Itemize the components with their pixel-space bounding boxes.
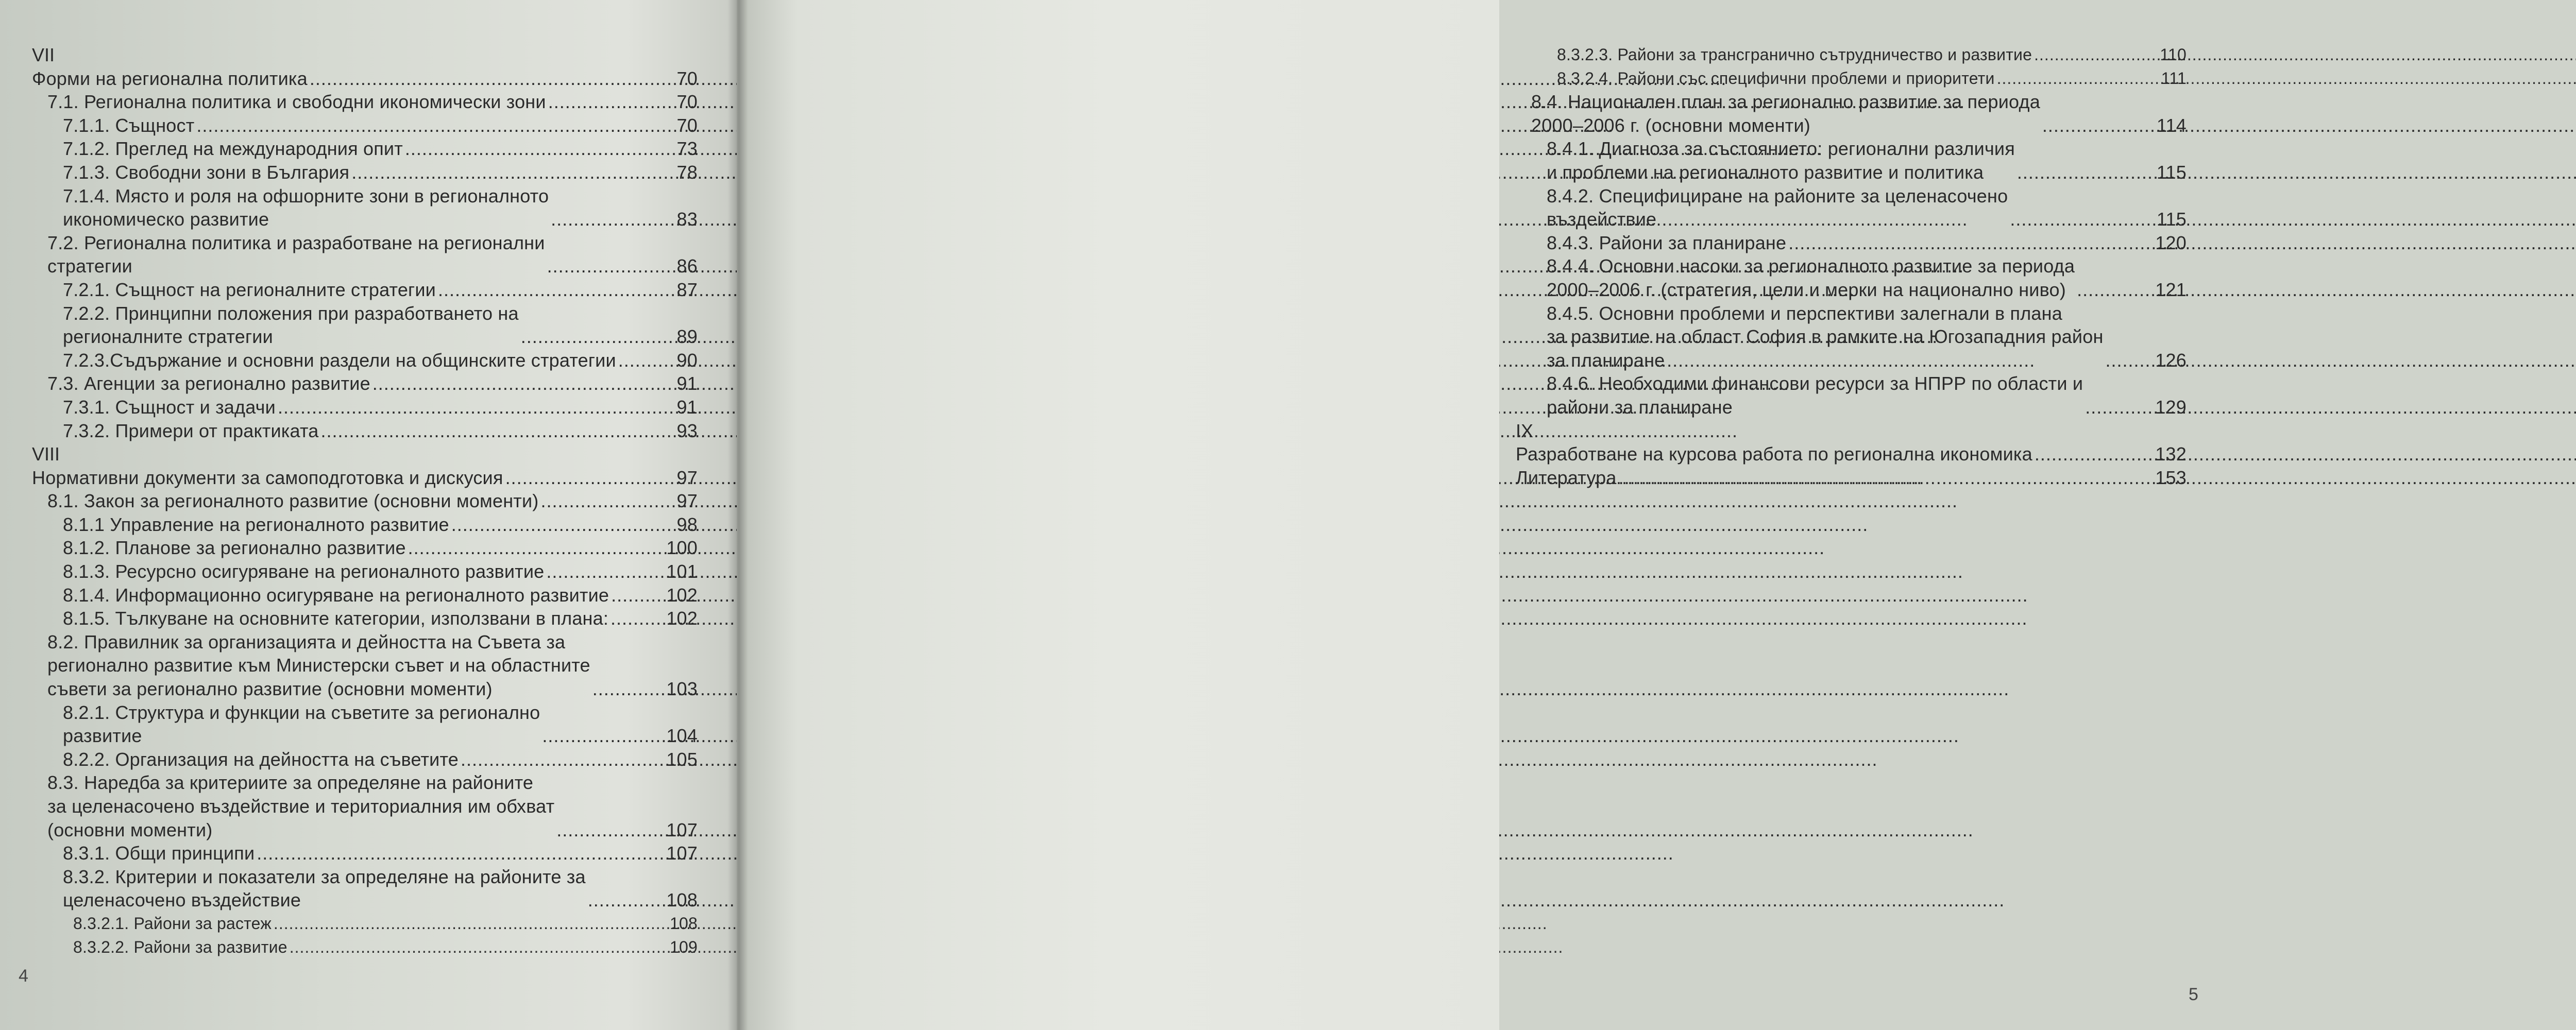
toc-entry-page: 110 [2160, 45, 2187, 64]
toc-entry-title: 7.1.4. Място и роля на офшорните зони в регионалното икономическо развитие [63, 185, 549, 230]
dot-leader [196, 114, 668, 138]
dot-leader [2035, 442, 2153, 466]
toc-entry-page: 107 [666, 819, 698, 840]
toc-entry-page: 102 [666, 584, 698, 606]
toc-entry-page: 111 [2161, 68, 2187, 88]
dot-leader [1788, 231, 2153, 255]
toc-entry [32, 560, 698, 583]
dot-leader [546, 560, 664, 583]
dot-leader [2042, 114, 2155, 138]
dot-leader [451, 513, 668, 537]
toc-entry [32, 536, 698, 560]
toc-entry-page: 97 [676, 490, 698, 512]
toc-entry [32, 513, 698, 537]
toc-entry [1516, 372, 2187, 419]
toc-entry [32, 231, 698, 278]
toc-entry [32, 466, 698, 490]
toc-entry [32, 396, 698, 419]
toc-entry-title: 8.2.1. Структура и функции на съветите за регионално развитие [63, 701, 540, 747]
dot-leader [320, 419, 668, 443]
dot-leader [547, 254, 668, 278]
toc-entry-page: 108 [670, 914, 698, 933]
toc-entry-title: 7.2.2. Принципни положения при разработването на регионалните стратегии [63, 302, 519, 348]
toc-entry-page: 98 [676, 513, 698, 535]
toc-entry [32, 114, 698, 138]
dot-leader [257, 842, 664, 865]
toc-entry-title: 7.2.3.Съдържание и основни раздели на общинските стратегии [63, 349, 616, 371]
toc-entry [1516, 466, 2187, 490]
toc-entry-page: 70 [676, 114, 698, 136]
toc-entry [32, 419, 698, 443]
page-number-right: 5 [2189, 985, 2198, 1004]
toc-entry [32, 372, 698, 396]
toc-entry [32, 278, 698, 302]
dot-leader [556, 818, 664, 842]
right-page [737, 0, 2198, 1030]
toc-entry-page: 70 [676, 91, 698, 113]
toc-entry-page: 87 [676, 279, 698, 300]
toc-entry-title: 8.4.2. Специфициране на районите за целенасочено въздействие [1547, 185, 2008, 230]
toc-entry-title: 8.2. Правилник за организацията и дейността на Съвета за регионално развитие към Министерски съвет и на областните съвети за регионално развитие (основни моменти) [47, 631, 590, 700]
dot-leader [611, 607, 664, 630]
dot-leader [611, 583, 664, 607]
toc-entry-title: 8.4.6. Необходими финансови ресурси за НПРР по области и райони за планиране [1547, 373, 2083, 418]
toc-entry-page: 107 [666, 843, 698, 864]
toc-entry-page: 89 [676, 326, 698, 348]
dot-leader [588, 888, 665, 912]
toc-entry-title: 8.3.1. Общи принципи [63, 843, 255, 864]
dot-leader [408, 536, 665, 560]
toc-entry-title: Разработване на курсова работа по регионална икономика [1516, 443, 2032, 465]
section-heading: VII [32, 44, 55, 65]
toc-entry [1516, 184, 2187, 231]
toc-entry-title: 8.1.5. Тълкуване на основните категории, използвани в плана: [63, 608, 609, 629]
toc-entry-page: 132 [2155, 443, 2187, 465]
toc-entry-title: 8.4.3. Райони за планиране [1547, 232, 1787, 253]
toc-entry-page: 129 [2155, 396, 2187, 418]
toc-entry [1516, 231, 2187, 255]
toc-entry-page: 105 [666, 748, 698, 770]
toc-entry-page: 101 [666, 561, 698, 582]
dot-leader [274, 912, 668, 936]
toc-entry-title: 8.1.3. Ресурсно осигуряване на регионалното развитие [63, 561, 545, 582]
dot-leader [542, 724, 664, 748]
toc-entry-page: 83 [676, 209, 698, 230]
toc-entry-title: 7.3.2. Примери от практиката [63, 420, 319, 441]
toc-entry [1516, 137, 2187, 184]
dot-leader [2085, 396, 2153, 419]
toc-entry-page: 120 [2155, 232, 2187, 253]
toc-entry [1516, 90, 2187, 137]
dot-leader [438, 278, 668, 302]
dot-leader [2010, 208, 2155, 231]
toc-entry-page: 109 [670, 937, 698, 956]
dot-leader [1997, 67, 2157, 91]
dot-leader [310, 67, 668, 91]
dot-leader [592, 677, 665, 701]
toc-entry-page: 115 [2157, 209, 2187, 230]
dot-leader [618, 349, 668, 372]
toc-entry-title: 8.3.2.1. Райони за растеж [73, 914, 272, 933]
toc-entry-title: 8.3.2.4. Райони със специфични проблеми и приоритети [1557, 68, 1995, 88]
toc-entry-title: 7.3. Агенции за регионално развитие [47, 373, 370, 394]
toc-left [32, 43, 698, 959]
toc-entry-title: Форми на регионална политика [32, 67, 308, 89]
dot-leader [278, 396, 668, 419]
dot-leader [351, 161, 668, 184]
toc-entry [32, 912, 698, 936]
toc-entry-page: 90 [676, 349, 698, 371]
dot-leader [290, 936, 668, 959]
dot-leader [461, 748, 664, 771]
toc-entry-title: 7.2.1. Същност на регионалните стратегии [63, 279, 436, 300]
dot-leader [372, 372, 668, 396]
toc-entry [1516, 302, 2187, 372]
toc-entry-page: 104 [666, 725, 698, 747]
dot-leader [548, 90, 668, 114]
toc-entry-title: 7.1.1. Същност [63, 114, 195, 136]
dot-leader [2017, 161, 2155, 184]
toc-entry-page: 100 [666, 537, 698, 559]
toc-entry [32, 701, 698, 748]
toc-entry [32, 936, 698, 959]
toc-entry [1516, 43, 2187, 67]
toc-entry-title: Нормативни документи за самоподготовка и дискусия [32, 467, 503, 488]
toc-entry [32, 489, 698, 513]
toc-entry-page: 97 [676, 467, 698, 488]
toc-entry-page: 93 [676, 420, 698, 441]
toc-entry-page: 115 [2157, 161, 2187, 183]
toc-entry-title: 7.1. Регионална политика и свободни икономически зони [47, 91, 546, 113]
toc-entry [32, 865, 698, 912]
toc-entry-title: 8.1.4. Информационно осигуряване на регионалното развитие [63, 584, 609, 606]
dot-leader [540, 489, 668, 513]
toc-entry-page: 73 [676, 138, 698, 160]
dot-leader [405, 137, 668, 161]
toc-entry-page: 114 [2157, 114, 2187, 136]
toc-entry-title: Литература [1516, 467, 1617, 488]
toc-entry-title: 7.3.1. Същност и задачи [63, 396, 276, 418]
toc-entry [1516, 442, 2187, 466]
toc-entry-title: 8.3.2.2. Райони за развитие [73, 937, 287, 956]
toc-entry-title: 8.1. Закон за регионалното развитие (основни моменти) [47, 490, 539, 512]
toc-entry-page: 103 [666, 678, 698, 700]
toc-right [1516, 43, 2187, 489]
toc-entry [32, 90, 698, 114]
toc-entry [32, 583, 698, 607]
dot-leader [521, 325, 668, 349]
toc-entry-title: 8.3.2. Критерии и показатели за определяне на районите за целенасочено въздействие [63, 866, 586, 911]
dot-leader [2106, 349, 2154, 372]
left-page [0, 0, 737, 1030]
toc-entry [32, 842, 698, 865]
dot-leader [505, 466, 668, 490]
dot-leader [2034, 43, 2157, 67]
toc-entry-page: 91 [676, 396, 698, 418]
toc-entry [1516, 254, 2187, 301]
toc-entry-page: 70 [676, 67, 698, 89]
toc-entry [32, 748, 698, 771]
toc-entry-title: 8.4. Национален план за регионално развитие за периода 2000–2006 г. (основни моменти) [1531, 91, 2040, 136]
book-gutter [727, 0, 748, 1030]
toc-entry-page: 91 [676, 373, 698, 394]
toc-entry-title: 7.2. Регионална политика и разработване на регионални стратегии [47, 232, 545, 277]
toc-entry [32, 349, 698, 372]
toc-entry-page: 102 [666, 608, 698, 629]
toc-entry [32, 607, 698, 630]
toc-entry-title: 7.1.2. Преглед на международния опит [63, 138, 403, 160]
toc-entry-title: 8.3.2.3. Райони за трансгранично сътрудничество и развитие [1557, 45, 2032, 64]
toc-entry [1516, 67, 2187, 91]
toc-entry-title: 8.1.2. Планове за регионално развитие [63, 537, 406, 559]
toc-entry [32, 771, 698, 842]
toc-entry [32, 67, 698, 91]
toc-entry [32, 630, 698, 701]
toc-entry-page: 86 [676, 255, 698, 277]
toc-entry-title: 8.2.2. Организация на дейността на съветите [63, 748, 459, 770]
toc-entry [32, 161, 698, 184]
toc-entry-page: 153 [2155, 467, 2187, 488]
toc-entry [32, 302, 698, 349]
toc-entry-title: 8.3. Наредба за критериите за определяне на районите за целенасочено въздействие и териториалния им обхват (основни моменти) [47, 772, 555, 840]
toc-entry-page: 126 [2155, 349, 2187, 371]
toc-entry-title: 8.1.1 Управление на регионалното развитие [63, 513, 449, 535]
toc-entry-page: 121 [2155, 279, 2187, 300]
toc-entry-title: 7.1.3. Свободни зони в България [63, 161, 350, 183]
section-heading: IX [1516, 420, 1534, 441]
toc-entry-page: 108 [666, 889, 698, 911]
dot-leader [2077, 278, 2153, 302]
section-heading: VIII [32, 443, 60, 465]
toc-entry-title: 8.4.5. Основни проблеми и перспективи залегнали в плана за развитие на област София в рамките на Югозападния район за планиране [1547, 302, 2104, 371]
toc-entry [32, 184, 698, 231]
toc-entry [32, 137, 698, 161]
toc-entry-title: 8.4.4. Основни насоки за регионалното развитие за периода 2000–2006 г. (стратегия, цели и мерки на национално ниво) [1547, 255, 2075, 300]
page-number-left: 4 [19, 966, 28, 986]
toc-entry-title: 8.4.1. Диагноза за състоянието: регионални различия и проблеми на регионалното развитие и политика [1547, 138, 2015, 183]
dot-leader [1619, 466, 2154, 490]
dot-leader [551, 208, 668, 231]
toc-entry-page: 78 [676, 161, 698, 183]
